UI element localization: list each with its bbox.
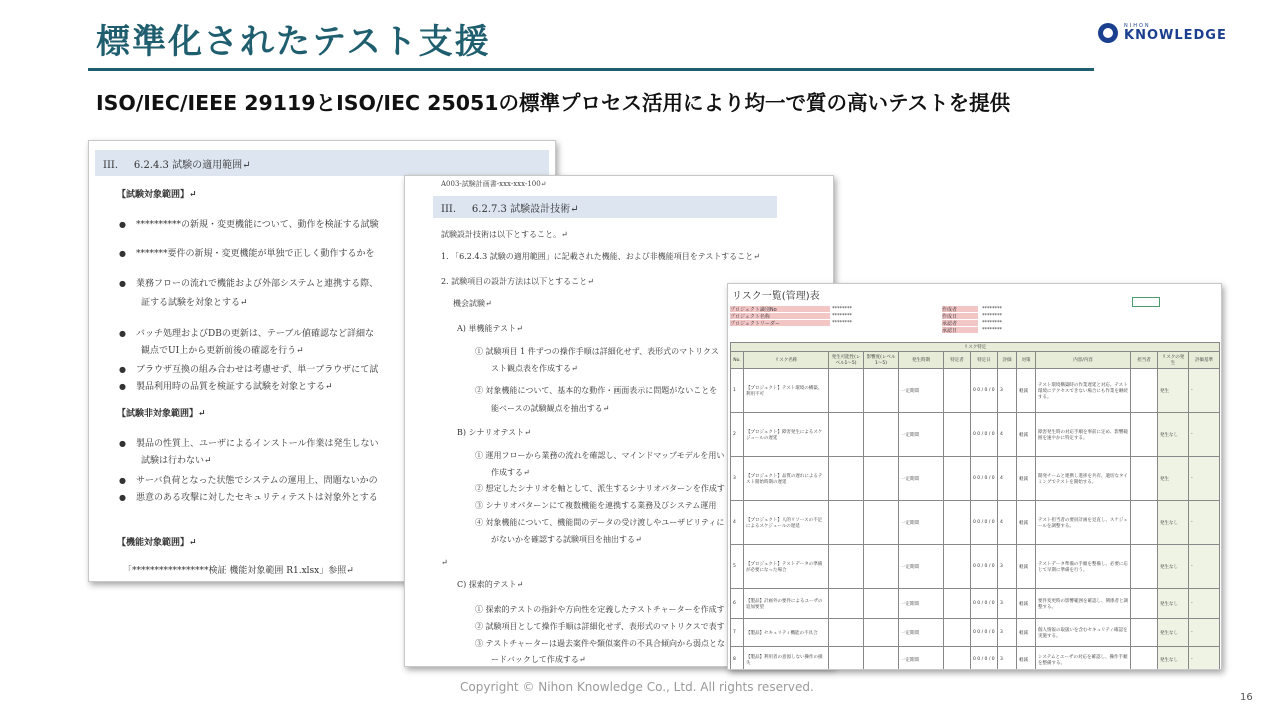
col-header: 内容/内容: [1036, 352, 1131, 369]
meta-label: プロジェクト名称: [730, 313, 830, 319]
risk-cell-p: [829, 369, 864, 413]
risk-cell-act: 軽減: [1017, 457, 1036, 501]
risk-cell-crit: -: [1189, 647, 1220, 671]
nonscope-bullet: ● 悪意のある攻撃に対したセキュリティテストは対象外とする: [119, 491, 378, 505]
risk-cell-date: 0 0 / 0 / 0: [971, 647, 998, 671]
doc1-section-heading: III. 6.2.4.3 試験の適用範囲↵: [95, 150, 549, 176]
doc2-line: ↵: [441, 558, 448, 567]
risk-cell-date: 0 0 / 0 / 0: [971, 619, 998, 647]
function-scope-label: 【機能対象範囲】↵: [117, 538, 197, 548]
meta-label: プロジェクト識別No: [730, 306, 830, 312]
nonscope-bullet: ● サーバ負荷となった状態でシステムの運用上、問題ないかの: [119, 474, 378, 488]
risk-cell-who: [944, 413, 971, 457]
col-header: 発生可能性(レベル1〜5): [829, 352, 864, 369]
risk-cell-crit: -: [1189, 619, 1220, 647]
doc2-line: ードバックして作成する↵: [491, 655, 586, 664]
risk-cell-act: 軽減: [1017, 413, 1036, 457]
risk-cell-no: 7: [731, 619, 744, 647]
risk-cell-no: 2: [731, 413, 744, 457]
doc2-line: C) 探索的テスト↵: [457, 580, 524, 589]
risk-row: [731, 619, 1220, 647]
risk-cell-i: [864, 457, 899, 501]
scope-bullet: ● 製品利用時の品質を検証する試験を対象とする↵: [119, 380, 333, 394]
col-header: リスクの発生: [1158, 352, 1189, 369]
doc2-line: スト観点表を作成する↵: [491, 364, 578, 373]
risk-row: [731, 545, 1220, 589]
risk-cell-desc: 要件変更時の影響範囲を確認し、関係者と調整する。: [1036, 589, 1131, 619]
risk-cell-owner: [1131, 647, 1158, 671]
scope-bullet: ● バッチ処理およびDBの更新は、テーブル値確認など詳細な: [119, 327, 374, 341]
risk-cell-i: [864, 369, 899, 413]
doc2-line: ③ シナリオパターンにて複数機能を連携する業務及びシステム運用: [475, 501, 717, 510]
risk-row: [731, 589, 1220, 619]
risk-cell-act: 軽減: [1017, 369, 1036, 413]
risk-cell-name: 【製品】セキュリティ機能の不具合: [744, 619, 829, 647]
risk-cell-when: 一定期間: [899, 413, 944, 457]
risk-cell-name: 【プロジェクト】品質の遅れによるテスト開始時期の遅延: [744, 457, 829, 501]
risk-cell-date: 0 0 / 0 / 0: [971, 589, 998, 619]
risk-cell-p: [829, 501, 864, 545]
meta-value: ********: [832, 306, 852, 312]
risk-cell-status: 発生なし: [1158, 501, 1189, 545]
nonscope-bullet-cont: 試験は行わない↵: [141, 456, 212, 466]
risk-cell-when: 一定期間: [899, 501, 944, 545]
col-header: 担当者: [1131, 352, 1158, 369]
meta-right-label: 承認日: [942, 327, 978, 333]
meta-right-value: ********: [982, 313, 1002, 319]
title-underline: [88, 68, 1094, 71]
risk-cell-status: 発生なし: [1158, 545, 1189, 589]
col-header: 発生時期: [899, 352, 944, 369]
risk-table-header: [731, 352, 1220, 369]
risk-cell-status: 発生: [1158, 457, 1189, 501]
risk-cell-status: 発生なし: [1158, 647, 1189, 671]
risk-cell-name: 【製品】利用者の意図しない操作の損失: [744, 647, 829, 671]
risk-cell-p: [829, 647, 864, 671]
risk-cell-act: 軽減: [1017, 501, 1036, 545]
doc2-line: ③ テストチャーターは過去案件や類似案件の不具合傾向から弱点とな: [475, 639, 725, 648]
risk-cell-p: [829, 413, 864, 457]
risk-cell-status: 発生: [1158, 369, 1189, 413]
risk-cell-p: [829, 589, 864, 619]
risk-cell-date: 0 0 / 0 / 0: [971, 413, 998, 457]
doc2-line: A) 単機能テスト↵: [457, 324, 523, 333]
col-header: 特定日: [971, 352, 998, 369]
company-logo: [1098, 22, 1256, 44]
col-header: リスク名称: [744, 352, 829, 369]
risk-cell-owner: [1131, 501, 1158, 545]
doc2-line: 試験設計技術は以下とすること。↵: [441, 230, 568, 239]
meta-value: ********: [832, 313, 852, 319]
risk-cell-who: [944, 369, 971, 413]
risk-cell-crit: -: [1189, 369, 1220, 413]
risk-cell-desc: 障害発生時の対応手順を事前に定め、影響範囲を速やかに特定する。: [1036, 413, 1131, 457]
risk-cell-act: 軽減: [1017, 545, 1036, 589]
risk-sheet-title: リスク一覧(管理)表: [732, 291, 820, 302]
doc2-line: 機会試験↵: [453, 299, 492, 308]
risk-row: [731, 647, 1220, 671]
doc2-line: B) シナリオテスト↵: [457, 428, 531, 437]
risk-cell-eval: 4: [998, 413, 1017, 457]
risk-cell-status: 発生なし: [1158, 413, 1189, 457]
col-header: 対策: [1017, 352, 1036, 369]
risk-cell-no: 4: [731, 501, 744, 545]
risk-cell-name: 【プロジェクト】障害発生によるスケジュールの遅延: [744, 413, 829, 457]
risk-cell-p: [829, 619, 864, 647]
risk-cell-desc: 個人情報の取扱いを含むセキュリティ確認を実施する。: [1036, 619, 1131, 647]
nonscope-label: 【試験非対象範囲】↵: [117, 409, 206, 419]
risk-cell-who: [944, 545, 971, 589]
risk-cell-no: 1: [731, 369, 744, 413]
meta-right-label: 承認者: [942, 320, 978, 326]
scope-bullet: ● **********の新規・変更機能について、動作を検証する試験: [119, 218, 379, 232]
risk-cell-owner: [1131, 457, 1158, 501]
doc2-line: 作成する↵: [491, 468, 530, 477]
doc2-section-heading: III. 6.2.7.3 試験設計技術↵: [433, 196, 777, 218]
risk-cell-act: 軽減: [1017, 619, 1036, 647]
col-header: 評価: [998, 352, 1017, 369]
risk-cell-who: [944, 501, 971, 545]
copyright-notice: Copyright © Nihon Knowledge Co., Ltd. All rights reserved.: [460, 680, 814, 694]
doc2-line: ① 探索的テストの指針や方向性を定義したテストチャーターを作成す: [475, 605, 725, 614]
risk-cell-name: 【プロジェクト】テストデータの準備が必要になった場合: [744, 545, 829, 589]
slide-title: 標準化されたテスト支援: [96, 22, 491, 62]
risk-cell-eval: 3: [998, 589, 1017, 619]
risk-cell-act: 軽減: [1017, 647, 1036, 671]
risk-cell-who: [944, 589, 971, 619]
risk-cell-name: 【プロジェクト】テスト環境の構築、利用不可: [744, 369, 829, 413]
risk-group-header: リスク特定: [731, 343, 1220, 352]
risk-cell-name: 【製品】計画外の要件によるユーザの追加要望: [744, 589, 829, 619]
risk-cell-when: 一定期間: [899, 369, 944, 413]
risk-cell-owner: [1131, 619, 1158, 647]
risk-cell-desc: テスト担当者の要員計画を見直し、スケジュールを調整する。: [1036, 501, 1131, 545]
risk-cell-who: [944, 619, 971, 647]
risk-cell-p: [829, 545, 864, 589]
risk-cell-when: 一定期間: [899, 647, 944, 671]
risk-cell-desc: システムとユーザの対応を確認し、操作手順を整備する。: [1036, 647, 1131, 671]
risk-cell-act: 軽減: [1017, 589, 1036, 619]
meta-right-label: 作成者: [942, 306, 978, 312]
doc2-line: ② 対象機能について、基本的な動作・画面表示に問題がないことを: [475, 386, 718, 395]
scope-bullet: ● ブラウザ互換の組み合わせは考慮せず、単一ブラウザにて試: [119, 363, 378, 377]
risk-cell-no: 6: [731, 589, 744, 619]
risk-cell-date: 0 0 / 0 / 0: [971, 457, 998, 501]
meta-right-value: ********: [982, 327, 1002, 333]
doc2-line: ② 想定したシナリオを軸として、派生するシナリオパターンを作成す: [475, 484, 725, 493]
risk-cell-crit: -: [1189, 501, 1220, 545]
risk-cell-who: [944, 457, 971, 501]
logo-mark-icon: [1098, 23, 1118, 43]
risk-cell-date: 0 0 / 0 / 0: [971, 369, 998, 413]
risk-table: [730, 342, 1220, 670]
risk-cell-no: 3: [731, 457, 744, 501]
risk-row: [731, 501, 1220, 545]
logo-main-text: KNOWLEDGE: [1124, 28, 1227, 43]
doc2-line: ① 運用フローから業務の流れを確認し、マインドマップモデルを用い: [475, 451, 725, 460]
risk-list-sheet: [727, 283, 1222, 670]
scope-label: 【試験対象範囲】↵: [117, 190, 197, 200]
scope-bullet: ● 業務フローの流れで機能および外部システムと連携する際、: [119, 277, 378, 291]
risk-cell-who: [944, 647, 971, 671]
risk-cell-when: 一定期間: [899, 457, 944, 501]
col-header: 評価基準: [1189, 352, 1220, 369]
risk-cell-owner: [1131, 413, 1158, 457]
doc2-line: ④ 対象機能について、機能間のデータの受け渡しやユーザビリティに: [475, 518, 725, 527]
logo-small-text: NIHON: [1124, 23, 1151, 29]
risk-cell-date: 0 0 / 0 / 0: [971, 501, 998, 545]
risk-cell-no: 5: [731, 545, 744, 589]
scope-bullet-cont: 観点でUI上から更新前後の確認を行う↵: [141, 346, 304, 356]
meta-value: ********: [832, 320, 852, 326]
risk-cell-i: [864, 545, 899, 589]
slide-subtitle: ISO/IEC/IEEE 29119とISO/IEC 25051の標準プロセス活用により均一で質の高いテストを提供: [96, 91, 1011, 115]
risk-cell-crit: -: [1189, 413, 1220, 457]
risk-cell-i: [864, 647, 899, 671]
doc2-line: 能ベースの試験観点を抽出する↵: [491, 404, 610, 413]
meta-label: プロジェクトリーダー: [730, 320, 830, 326]
doc2-id: A003-試験計画書-xxx-xxx-100↵: [441, 180, 547, 188]
risk-cell-owner: [1131, 369, 1158, 413]
doc2-line: 1. 「6.2.4.3 試験の適用範囲」に記載された機能、および非機能項目をテストすること↵: [441, 252, 760, 261]
risk-cell-crit: -: [1189, 545, 1220, 589]
col-header: No.: [731, 352, 744, 369]
risk-cell-desc: テストデータ準備の手順を整備し、必要に応じて早期に準備を行う。: [1036, 545, 1131, 589]
nonscope-bullet: ● 製品の性質上、ユーザによるインストール作業は発生しない: [119, 437, 379, 451]
risk-cell-p: [829, 457, 864, 501]
risk-cell-when: 一定期間: [899, 589, 944, 619]
scope-bullet: ● *******要件の新規・変更機能が単独で正しく動作するかを: [119, 247, 375, 261]
page-number: 16: [1240, 692, 1253, 703]
risk-row: [731, 457, 1220, 501]
risk-cell-i: [864, 589, 899, 619]
risk-cell-eval: 3: [998, 647, 1017, 671]
risk-cell-i: [864, 619, 899, 647]
risk-cell-owner: [1131, 545, 1158, 589]
risk-cell-date: 0 0 / 0 / 0: [971, 545, 998, 589]
risk-row: [731, 369, 1220, 413]
risk-cell-i: [864, 501, 899, 545]
function-scope-reference: 「*****************検証 機能対象範囲 R1.xlsx」参照↵: [123, 566, 354, 576]
col-header: 特定者: [944, 352, 971, 369]
scope-bullet-cont: 証する試験を対象とする↵: [141, 298, 248, 308]
risk-cell-name: 【プロジェクト】人的リソースの不足によるスケジュールの遅延: [744, 501, 829, 545]
doc2-line: がないかを確認する試験項目を抽出する↵: [491, 535, 642, 544]
risk-cell-eval: 4: [998, 457, 1017, 501]
risk-cell-desc: 開発チームと連携し進捗を共有、適切なタイミングでテストを開始する。: [1036, 457, 1131, 501]
risk-cell-crit: -: [1189, 457, 1220, 501]
meta-right-label: 作成日: [942, 313, 978, 319]
col-header: 影響度(レベル1〜5): [864, 352, 899, 369]
doc2-line: ① 試験項目 1 件ずつの操作手順は詳細化せず、表形式のマトリクス: [475, 347, 719, 356]
meta-right-value: ********: [982, 320, 1002, 326]
risk-cell-eval: 3: [998, 619, 1017, 647]
risk-cell-owner: [1131, 589, 1158, 619]
meta-right-value: ********: [982, 306, 1002, 312]
risk-cell-when: 一定期間: [899, 545, 944, 589]
risk-cell-desc: テスト環境構築時の作業遅延と対応。テスト環境にアクセスできない場合にも作業を継続する。: [1036, 369, 1131, 413]
risk-cell-no: 8: [731, 647, 744, 671]
risk-cell-eval: 3: [998, 369, 1017, 413]
selected-cell: [1132, 297, 1160, 307]
risk-row: [731, 413, 1220, 457]
risk-cell-status: 発生なし: [1158, 619, 1189, 647]
doc2-line: 2. 試験項目の設計方法は以下とすること↵: [441, 277, 594, 286]
risk-cell-i: [864, 413, 899, 457]
risk-cell-status: 発生なし: [1158, 589, 1189, 619]
risk-cell-eval: 4: [998, 501, 1017, 545]
risk-cell-eval: 3: [998, 545, 1017, 589]
doc2-line: ② 試験項目として操作手順は詳細化せず、表形式のマトリクスで表す: [475, 622, 725, 631]
risk-cell-crit: -: [1189, 589, 1220, 619]
risk-cell-when: 一定期間: [899, 619, 944, 647]
